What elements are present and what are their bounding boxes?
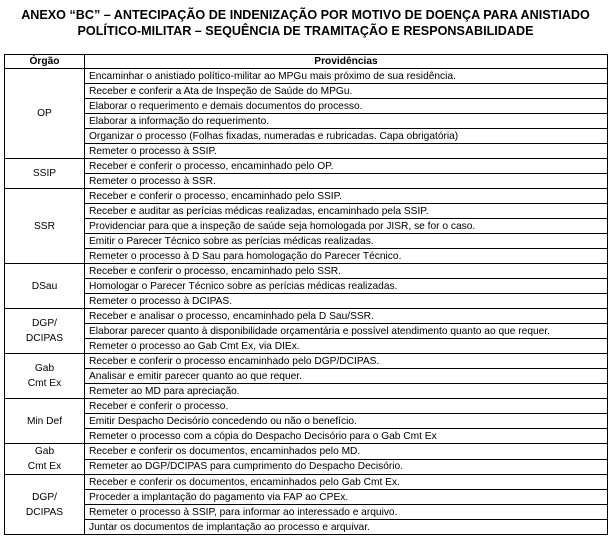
procedure-table	[4, 54, 608, 535]
table-row	[5, 219, 608, 234]
orgao-cell	[5, 159, 85, 189]
providencia-cell: Elaborar a informação do requerimento.	[85, 114, 608, 129]
providencia-cell: Remeter o processo à SSIP.	[85, 144, 608, 159]
providencia-cell: Receber e conferir o processo, encaminhado pelo SSIP.	[85, 189, 608, 204]
orgao-cell	[5, 264, 85, 309]
providencia-cell: Encaminhar o anistiado político-militar ao MPGu mais próximo de sua residência.	[85, 69, 608, 84]
table-header-row	[5, 55, 608, 69]
orgao-cell	[5, 399, 85, 444]
table-row	[5, 264, 608, 279]
orgao-name: Gab	[34, 446, 55, 457]
orgao-name: Min Def	[26, 415, 63, 427]
orgao-cell	[5, 475, 85, 535]
table-row	[5, 369, 608, 384]
providencia-cell: Receber e conferir a Ata de Inspeção de Saúde do MPGu.	[85, 84, 608, 99]
table-row	[5, 234, 608, 249]
orgao-name: SSR	[34, 220, 55, 232]
table-row	[5, 490, 608, 505]
document-title-line-1: ANEXO “BC” – ANTECIPAÇÃO DE INDENIZAÇÃO POR MOTIVO DE DOENÇA PARA ANISTIADO	[21, 8, 590, 22]
providencia-cell: Receber e conferir o processo encaminhado pelo DGP/DCIPAS.	[85, 354, 608, 369]
providencia-cell: Receber e auditar as perícias médicas realizadas, encaminhado pela SSIP.	[85, 204, 608, 219]
providencia-cell: Receber e conferir o processo, encaminhado pelo OP.	[85, 159, 608, 174]
table-row	[5, 189, 608, 204]
providencia-cell: Providenciar para que a inspeção de saúde seja homologada por JISR, se for o caso.	[85, 219, 608, 234]
providencia-cell: Organizar o processo (Folhas fixadas, numeradas e rubricadas. Capa obrigatória)	[85, 129, 608, 144]
orgao-cell	[5, 354, 85, 399]
table-row	[5, 324, 608, 339]
providencia-cell: Receber e conferir o processo, encaminhado pelo SSR.	[85, 264, 608, 279]
table-row	[5, 309, 608, 324]
providencia-cell: Remeter o processo à SSIP, para informar ao interessado e arquivo.	[85, 505, 608, 520]
orgao-name: DSau	[31, 280, 58, 292]
providencia-cell: Elaborar parecer quanto à disponibilidade orçamentária e possível atendimento quanto ao que requer.	[85, 324, 608, 339]
orgao-name: DCIPAS	[25, 506, 64, 518]
table-row	[5, 505, 608, 520]
table-row	[5, 294, 608, 309]
document-title-line-2: POLÍTICO-MILITAR – SEQUÊNCIA DE TRAMITAÇÃO E RESPONSABILIDADE	[77, 24, 534, 38]
providencia-cell: Receber e conferir o processo.	[85, 399, 608, 414]
providencia-cell: Remeter ao DGP/DCIPAS para cumprimento do Despacho Decisório.	[85, 459, 608, 475]
providencia-cell: Juntar os documentos de implantação ao processo e arquivar.	[85, 520, 608, 535]
table-row	[5, 159, 608, 174]
providencia-cell: Emitir Despacho Decisório concedendo ou não o benefício.	[85, 414, 608, 429]
table-row	[5, 84, 608, 99]
orgao-name: DGP/	[32, 491, 57, 503]
orgao-cell	[5, 69, 85, 159]
table-row	[5, 279, 608, 294]
providencia-cell: Proceder a implantação do pagamento via FAP ao CPEx.	[85, 490, 608, 505]
providencia-cell: Remeter o processo com a cópia do Despacho Decisório para o Gab Cmt Ex	[85, 429, 608, 444]
orgao-name: DCIPAS	[25, 333, 64, 344]
table-row	[5, 444, 608, 460]
orgao-name: DGP/	[32, 318, 57, 329]
table-row	[5, 69, 608, 84]
table-row	[5, 520, 608, 535]
orgao-cell	[5, 189, 85, 264]
providencia-cell: Receber e conferir os documentos, encaminhados pelo Gab Cmt Ex.	[85, 475, 608, 490]
orgao-name: Cmt Ex	[27, 378, 62, 389]
orgao-name: SSIP	[32, 168, 57, 179]
table-row	[5, 129, 608, 144]
providencia-cell: Homologar o Parecer Técnico sobre as perícias médicas realizadas.	[85, 279, 608, 294]
table-row	[5, 114, 608, 129]
table-row	[5, 429, 608, 444]
table-row	[5, 144, 608, 159]
table-row	[5, 459, 608, 475]
providencia-cell: Emitir o Parecer Técnico sobre as perícias médicas realizadas.	[85, 234, 608, 249]
orgao-name: OP	[37, 108, 52, 119]
orgao-cell	[5, 309, 85, 354]
providencia-cell: Analisar e emitir parecer quanto ao que requer.	[85, 369, 608, 384]
table-row	[5, 174, 608, 189]
table-row	[5, 339, 608, 354]
table-row	[5, 399, 608, 414]
table-body	[5, 69, 608, 535]
providencia-cell: Remeter o processo à D Sau para homologação do Parecer Técnico.	[85, 249, 608, 264]
table-row	[5, 475, 608, 490]
orgao-name: Cmt Ex	[27, 461, 62, 472]
providencia-cell: Elaborar o requerimento e demais documentos do processo.	[85, 99, 608, 114]
table-row	[5, 249, 608, 264]
providencia-cell: Receber e analisar o processo, encaminhado pela D Sau/SSR.	[85, 309, 608, 324]
providencia-cell: Receber e conferir os documentos, encaminhados pelo MD.	[85, 444, 608, 460]
providencia-cell: Remeter ao MD para apreciação.	[85, 384, 608, 399]
orgao-name: Gab	[34, 363, 55, 374]
table-row	[5, 414, 608, 429]
table-row	[5, 354, 608, 369]
table-row	[5, 384, 608, 399]
providencia-cell: Remeter o processo ao Gab Cmt Ex, via DIEx.	[85, 339, 608, 354]
table-row	[5, 99, 608, 114]
header-orgao: Órgão	[5, 55, 85, 69]
table-row	[5, 204, 608, 219]
orgao-cell	[5, 444, 85, 475]
providencia-cell: Remeter o processo à DCIPAS.	[85, 294, 608, 309]
header-providencias: Providências	[85, 55, 608, 69]
providencia-cell: Remeter o processo à SSR.	[85, 174, 608, 189]
